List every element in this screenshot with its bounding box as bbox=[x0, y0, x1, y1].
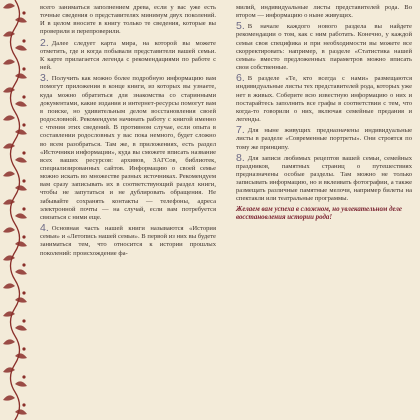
paragraph: 2. Далее следует карта мира, на которой вы можете отметить, где и когда побывали представители вашей семьи. К карте прилагается легенда с рекомендациями по работе с ней. bbox=[40, 36, 216, 72]
paragraph: 4. Основная часть нашей книги называются «История семьи» и «Летопись нашей семьи». В первой из них вы будете заниматься тем, что относится к истории прошлых поколений: происхождение фа- bbox=[40, 222, 216, 257]
paragraph: 8. Для записи любимых рецептов вашей семьи, семейных праздников, памятных страниц о путешествиях предназначены особые разделы. Там можно не только записывать информацию, но и вклеивать фотографии, а также размещать различные памятные мелочи, например билеты на спектакли или театральные программы. bbox=[236, 151, 412, 203]
paragraph-number: 8. bbox=[236, 151, 245, 164]
closing-wish: Желаем вам успеха в сложном, но увлекательном деле восстановления истории рода! bbox=[236, 205, 402, 222]
paragraph-number: 4. bbox=[40, 222, 49, 235]
text-columns bbox=[40, 4, 412, 416]
paragraph-number: 6. bbox=[236, 72, 245, 85]
paragraph: 3. Получить как можно более подробную информацию вам помогут приложения в конце книги, из которых вы узнаете, куда можно обратиться для знакомства со старинными документами, какие издания и интернет-ресурсы помогут вам в поиске, но удивительным делом восстановления своей родословной. Рекомендуем начинать работу с книгой именно с чтения этих сведений. В противном случае, если опыта в составлении родословных у вас пока немного, будет сложно во всем разобраться. Там же, в приложениях, есть раздел «Источники информации», куда вы сможете вписать название всех ваших ресурсов: архивов, ЗАГСов, библиотек, специализированных сайтов. Информацию о своей семье можно искать во множестве разных источниках. Рекомендуем вам сразу записывать их в соответствующий раздел книги, чтобы не запутаться и не дублировать обращения. Не забывайте сохранять контакты — телефоны, адреса электронной почты — на случай, если вам потребуется связаться с ними еще. bbox=[40, 72, 216, 221]
floral-border-ornament bbox=[0, 0, 30, 420]
paragraph-number: 7. bbox=[236, 124, 245, 137]
paragraph: 7. Для ныне живущих предназначены индивидуальные листы в разделе «Современные портреты». Они строятся по тому же принципу. bbox=[236, 124, 412, 151]
right-column bbox=[236, 4, 412, 416]
paragraph: всего заниматься заполнением древа, если у вас уже есть точные сведения о представителях минимум двух поколений. И в целом вносите в книгу только те сведения, которые вы проверили и перепроверили. bbox=[40, 4, 216, 36]
paragraph: милий, индивидуальные листы представителей рода. Во втором — информацию о ныне живущих. bbox=[236, 4, 412, 20]
left-column bbox=[40, 4, 216, 416]
paragraph-number: 3. bbox=[40, 72, 49, 85]
paragraph-number: 5. bbox=[236, 20, 245, 33]
paragraph: 6. В разделе «Те, кто всегда с нами» размещаются индивидуальные листы тех представителей рода, которых уже нет в живых. Соберите всю известную информацию о них и постарайтесь заполнить все графы в соответствии с тем, что когда-то говорили о них, включая семейные предания и легенды. bbox=[236, 72, 412, 124]
paragraph-number: 2. bbox=[40, 36, 49, 49]
paragraph: 5. В начале каждого нового раздела вы найдете рекомендации о том, как с ним работать. Конечно, у каждой семьи своя специфика и при необходимости вы можете все скорректировать: например, в разделе «Статистика нашей семьи» вместо предложенных параметров можно вписать свои собственные. bbox=[236, 20, 412, 72]
